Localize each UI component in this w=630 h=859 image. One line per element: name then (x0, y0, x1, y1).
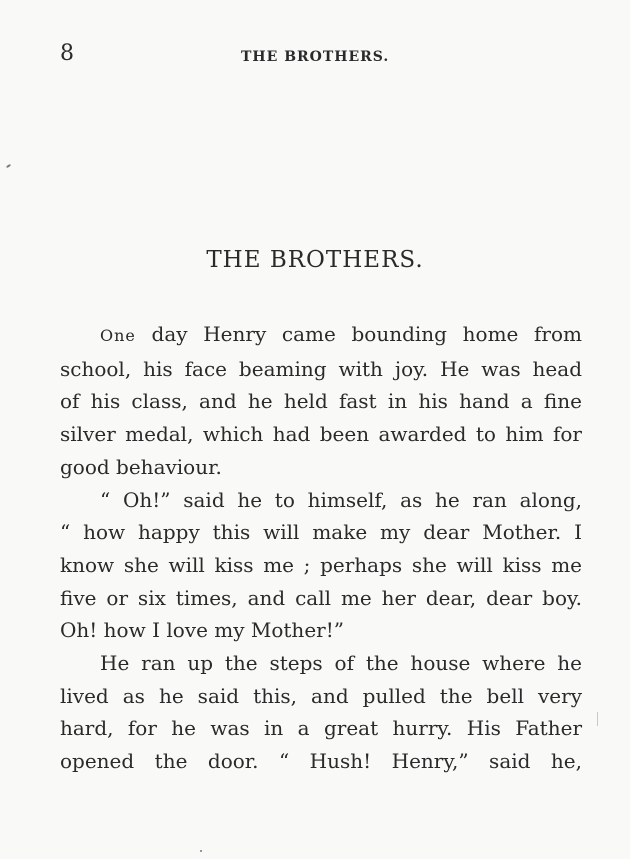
paragraph-line: He ran up the steps of the house where he (100, 651, 582, 676)
scan-mark (200, 850, 202, 852)
paragraph-line: lived as he said this, and pulled the bell very (60, 683, 582, 708)
paragraph-line: “ Oh!” said he to himself, as he ran along, (100, 487, 582, 512)
paragraph-line: good behaviour. (60, 454, 222, 479)
paragraph-line: know she will kiss me ; perhaps she will kiss me (60, 552, 582, 577)
chapter-title: THE BROTHERS. (206, 247, 424, 273)
paragraph-line: One day Henry came bounding home from (100, 322, 582, 346)
running-head: THE BROTHERS. (241, 49, 390, 65)
paragraph-line: “ how happy this will make my dear Mother. I (60, 520, 582, 545)
scan-mark (6, 164, 11, 169)
paragraph-line: Oh! how I love my Mother!” (60, 618, 344, 643)
paragraph-line: silver medal, which had been awarded to him for (60, 422, 582, 447)
small-caps-word: One (100, 326, 136, 345)
paragraph-line: of his class, and he held fast in his hand a fine (60, 389, 582, 414)
paragraph-line: school, his face beaming with joy. He was head (60, 356, 582, 381)
body-text (60, 318, 582, 778)
page-number: 8 (60, 41, 74, 66)
paragraph-line: five or six times, and call me her dear, dear boy. (60, 585, 582, 610)
paragraph-line: hard, for he was in a great hurry. His Father (60, 716, 582, 741)
scan-mark (597, 712, 598, 726)
paragraph-line: opened the door. “ Hush! Henry,” said he, (60, 749, 582, 774)
